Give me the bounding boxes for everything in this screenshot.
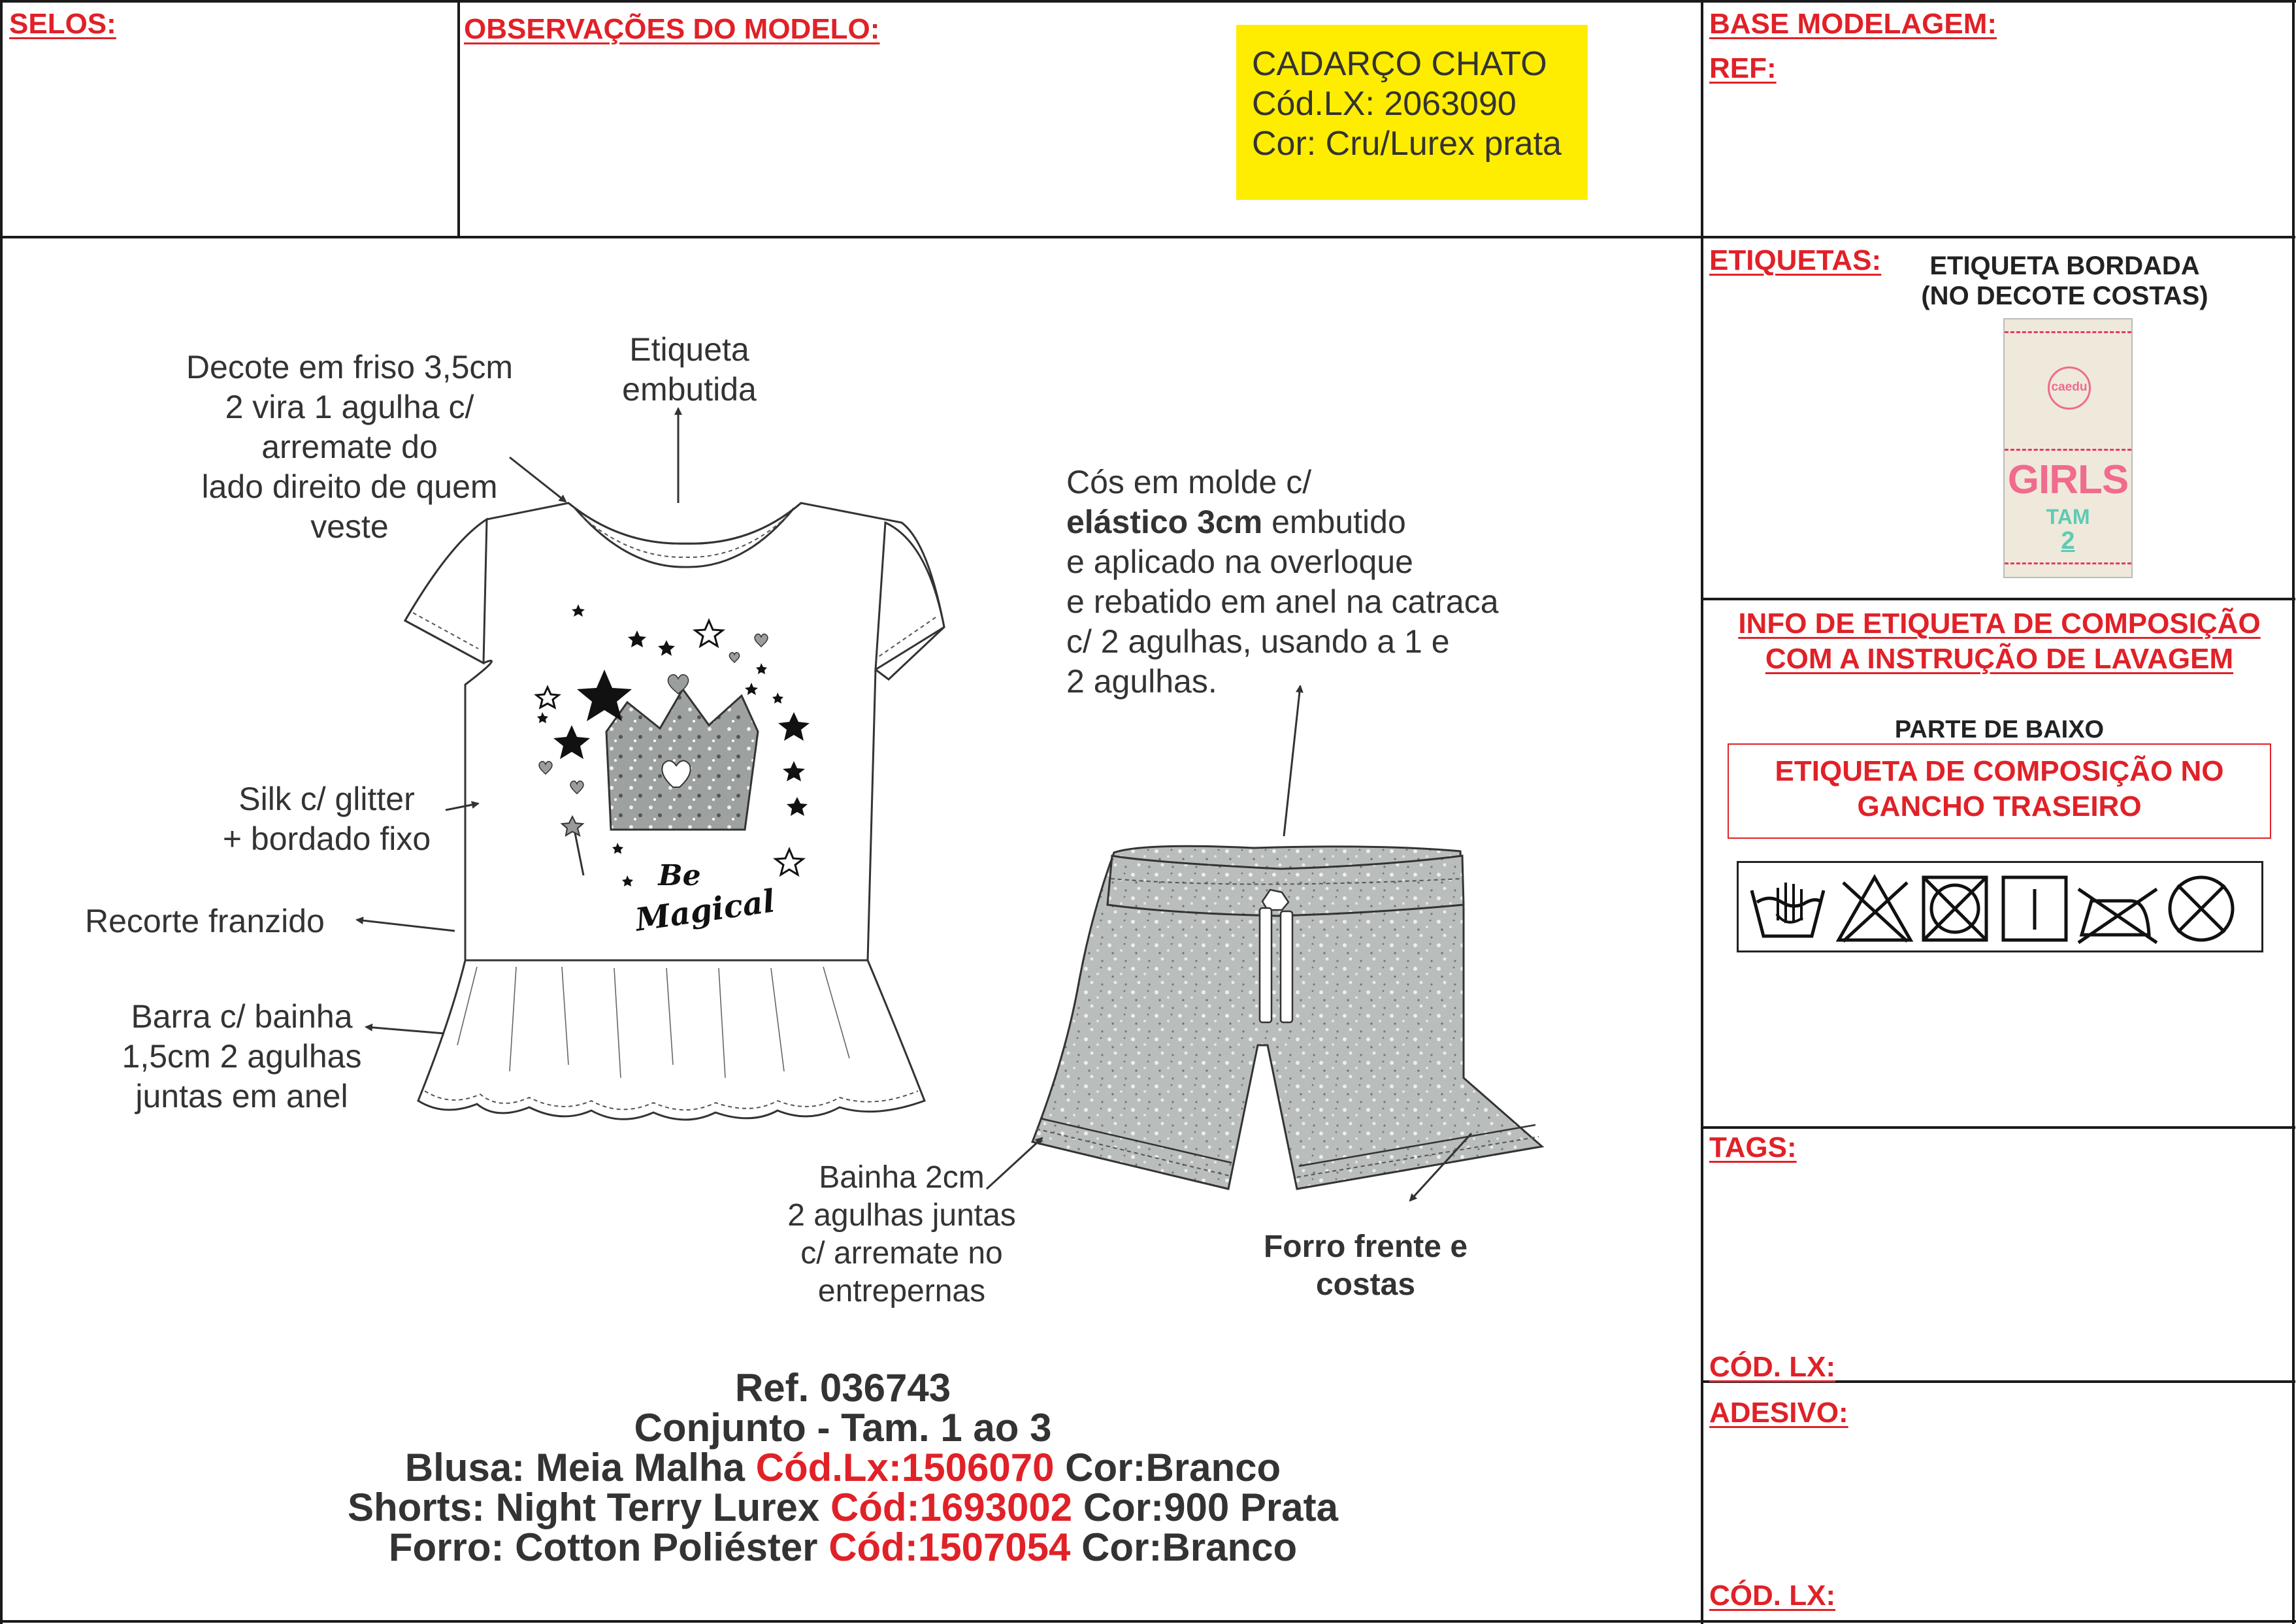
- label-panel-title: [1875, 251, 2254, 311]
- bainha-line: Bainha 2cm: [819, 1160, 985, 1195]
- spec-blusa-a: Blusa: Meia Malha: [404, 1446, 756, 1489]
- barra-line: Barra c/ bainha: [131, 998, 353, 1035]
- cos-line2-rest: embutido: [1262, 504, 1406, 540]
- right-divider-1: [1702, 236, 2295, 238]
- tam-size: 2: [2061, 527, 2075, 555]
- cadarco-note-line1: CADARÇO CHATO: [1252, 45, 1547, 83]
- tags-label: TAGS:: [1709, 1131, 1797, 1163]
- care-icons-svg: [1739, 863, 2261, 950]
- print-be: Be: [658, 859, 701, 892]
- composition-box-line1: ETIQUETA DE COMPOSIÇÃO NO: [1775, 755, 2224, 787]
- line-dry-icon: [2003, 877, 2066, 940]
- spec-blusa: [196, 1448, 1490, 1487]
- composition-box: [1728, 743, 2271, 839]
- spec-shorts: [196, 1487, 1490, 1527]
- cos-elastic-bold: elástico 3cm: [1066, 504, 1263, 540]
- cadarco-note-line2: Cód.LX: 2063090: [1252, 85, 1517, 123]
- spec-blusa-b: Cor:Branco: [1054, 1446, 1281, 1489]
- no-dry-clean-icon: [2170, 877, 2233, 940]
- parte-de-baixo: PARTE DE BAIXO: [1894, 716, 2105, 743]
- hand-wash-icon: [1752, 883, 1824, 936]
- caedu-logo-text: caedu: [2051, 380, 2088, 394]
- embroidered-label: [2003, 318, 2133, 578]
- spec-forro-code: Cód:1507054: [828, 1525, 1071, 1569]
- decote-line: 2 vira 1 agulha c/: [225, 389, 474, 425]
- silk-line: Silk c/ glitter: [238, 781, 415, 817]
- decote-line: arremate do: [261, 429, 438, 465]
- cos-line5: c/ 2 agulhas, usando a 1 e: [1066, 623, 1450, 660]
- cadarco-note-line3: Cor: Cru/Lurex prata: [1252, 125, 1562, 163]
- tam-text: TAM: [2046, 505, 2090, 528]
- shorts-drawing: [1032, 846, 1542, 1189]
- etiqueta-embutida-line: embutida: [622, 371, 757, 408]
- cos-line3: e aplicado na overloque: [1066, 544, 1413, 580]
- right-divider-2: [1702, 598, 2295, 600]
- tshirt-drawing: [405, 503, 944, 1120]
- silk-line: + bordado fixo: [222, 820, 431, 857]
- bainha-line: c/ arremate no: [800, 1236, 1003, 1271]
- spec-forro: [196, 1527, 1490, 1567]
- cod-lx-label-2: CÓD. LX:: [1709, 1580, 1836, 1612]
- spec-forro-b: Cor:Branco: [1070, 1525, 1298, 1569]
- base-modelagem-label: BASE MODELAGEM:: [1709, 8, 1997, 40]
- caedu-logo: [2048, 366, 2091, 410]
- label-title-line2: (NO DECOTE COSTAS): [1921, 282, 2208, 310]
- cos-line1: Cós em molde c/: [1066, 464, 1312, 500]
- print-magical: Magical: [633, 883, 778, 939]
- spec-shorts-code: Cód:1693002: [830, 1486, 1073, 1529]
- spec-block: [196, 1368, 1490, 1567]
- forro-line: costas: [1315, 1267, 1416, 1302]
- cos-line6: 2 agulhas.: [1066, 663, 1217, 700]
- border-bottom: [0, 1620, 2296, 1623]
- decote-line: Decote em friso 3,5cm: [186, 349, 514, 385]
- spec-blusa-code: Cód.Lx:1506070: [755, 1446, 1055, 1489]
- spec-shorts-b: Cor:900 Prata: [1072, 1486, 1339, 1529]
- cos-line4: e rebatido em anel na catraca: [1066, 583, 1499, 620]
- recorte-annotation: Recorte franzido: [85, 903, 325, 939]
- composition-title-line1: INFO DE ETIQUETA DE COMPOSIÇÃO: [1738, 608, 2261, 640]
- spec-forro-a: Forro: Cotton Poliéster: [388, 1525, 829, 1569]
- bainha-line: entrepernas: [817, 1274, 986, 1308]
- etiqueta-embutida-line: Etiqueta: [629, 331, 749, 368]
- adesivo-label: ADESIVO:: [1709, 1397, 1848, 1429]
- decote-line: veste: [310, 508, 389, 545]
- label-dash-mid: [2005, 449, 2131, 451]
- label-dash-top: [2005, 331, 2131, 333]
- observacoes-label: OBSERVAÇÕES DO MODELO:: [464, 13, 880, 45]
- no-tumble-dry-icon: [1924, 877, 1986, 940]
- composition-title: [1712, 606, 2287, 677]
- composition-box-line2: GANCHO TRASEIRO: [1857, 790, 2142, 822]
- spec-shorts-a: Shorts: Night Terry Lurex: [347, 1486, 830, 1529]
- label-title-line1: ETIQUETA BORDADA: [1929, 252, 2200, 280]
- girls-text: GIRLS: [2007, 457, 2129, 502]
- barra-line: 1,5cm 2 agulhas: [122, 1038, 362, 1075]
- no-iron-icon: [2078, 889, 2157, 943]
- composition-title-line2: COM A INSTRUÇÃO DE LAVAGEM: [1765, 643, 2234, 675]
- bainha-line: 2 agulhas juntas: [787, 1198, 1016, 1233]
- selos-label: SELOS:: [9, 8, 116, 40]
- decote-line: lado direito de quem: [201, 468, 498, 505]
- forro-line: Forro frente e: [1263, 1229, 1468, 1264]
- no-bleach-icon: [1839, 877, 1911, 941]
- spec-conjunto: Conjunto - Tam. 1 ao 3: [634, 1406, 1052, 1450]
- spec-ref: Ref. 036743: [734, 1366, 951, 1410]
- barra-line: juntas em anel: [135, 1078, 348, 1114]
- cod-lx-label-1: CÓD. LX:: [1709, 1351, 1836, 1383]
- right-divider-3: [1702, 1126, 2295, 1129]
- label-dash-bottom: [2005, 562, 2131, 564]
- ref-label: REF:: [1709, 52, 1777, 84]
- etiquetas-label: ETIQUETAS:: [1709, 244, 1882, 276]
- care-icons-strip: [1737, 861, 2263, 952]
